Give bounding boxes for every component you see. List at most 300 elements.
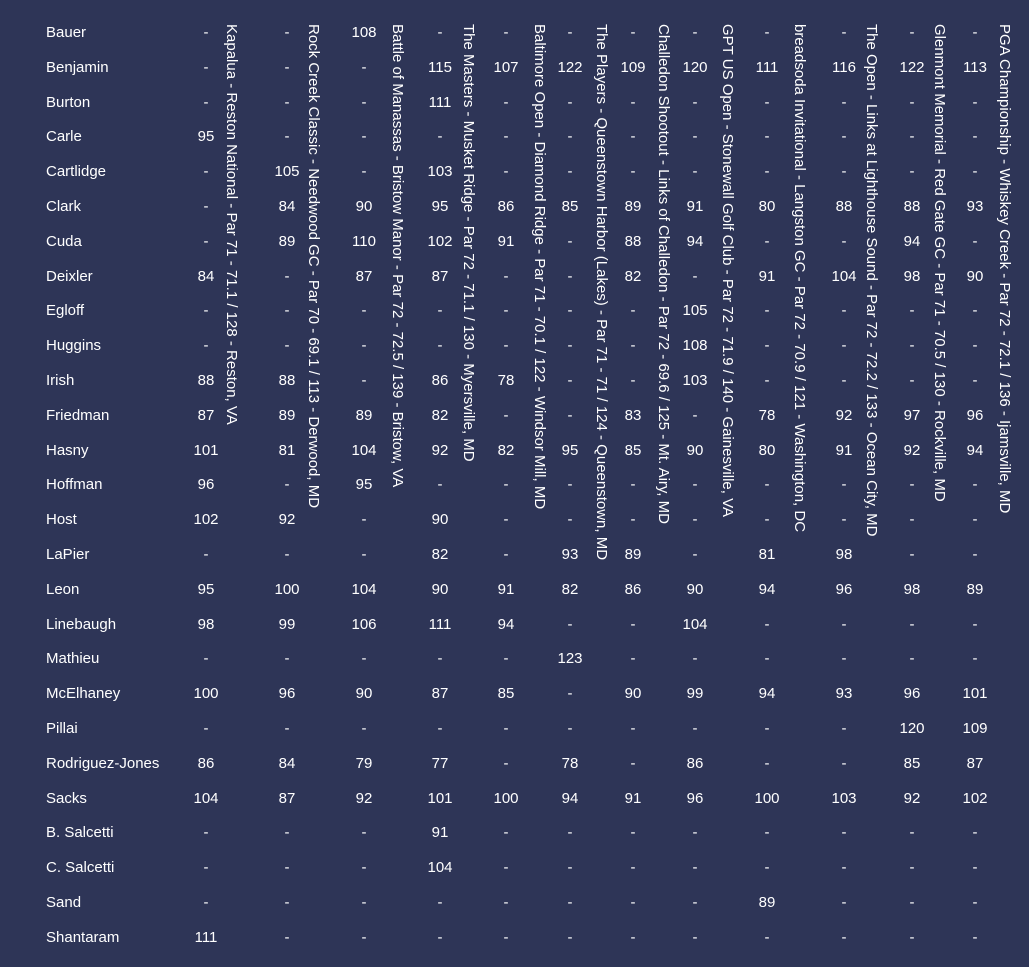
score-cell: 104 <box>351 580 377 598</box>
score-cell: 96 <box>686 789 704 807</box>
score-cell: - <box>841 928 847 946</box>
score-cell: 100 <box>274 580 300 598</box>
score-cell: 85 <box>497 685 515 703</box>
score-cell: 88 <box>197 372 215 389</box>
score-cell: 111 <box>428 615 452 633</box>
score-cell: - <box>203 58 209 76</box>
score-cell: - <box>284 824 290 842</box>
score-cell: - <box>841 372 847 389</box>
score-cell: 82 <box>431 406 449 424</box>
score-cell: - <box>284 24 290 41</box>
score-cell: - <box>972 372 978 389</box>
score-cell: 79 <box>355 754 373 772</box>
score-cell: 105 <box>682 302 708 320</box>
score-cell: 94 <box>561 789 579 807</box>
score-cell: - <box>437 128 443 146</box>
score-cell: 100 <box>493 789 519 807</box>
player-name: Pillai <box>46 720 78 737</box>
score-cell: - <box>972 24 978 41</box>
player-name: Deixler <box>46 267 93 285</box>
score-cell: - <box>503 546 509 563</box>
score-cell: - <box>692 546 698 563</box>
score-cell: 96 <box>835 580 853 598</box>
course-header: Glenmont Memorial - Red Gate GC - Par 71 - 70.5 / 130 - Rockville, MD <box>931 24 948 502</box>
score-cell: 86 <box>686 754 704 772</box>
score-cell: - <box>567 372 573 389</box>
score-cell: - <box>503 894 509 911</box>
score-cell: - <box>764 859 770 877</box>
score-cell: - <box>764 372 770 389</box>
score-cell: - <box>567 511 573 529</box>
score-cell: - <box>361 58 367 76</box>
score-cell: 104 <box>427 859 453 877</box>
score-cell: 89 <box>624 198 642 215</box>
score-cell: - <box>630 128 636 146</box>
score-cell: - <box>841 302 847 320</box>
score-cell: - <box>764 337 770 355</box>
score-cell: - <box>909 476 915 494</box>
score-cell: - <box>361 650 367 668</box>
score-cell: - <box>284 894 290 911</box>
score-cell: - <box>567 24 573 41</box>
score-cell: 96 <box>278 685 296 703</box>
score-cell: 95 <box>355 476 373 494</box>
score-cell: - <box>909 302 915 320</box>
score-cell: - <box>503 406 509 424</box>
player-name: Host <box>46 511 77 529</box>
score-cell: - <box>567 685 573 703</box>
player-name: Linebaugh <box>46 615 117 633</box>
score-cell: 85 <box>624 441 642 459</box>
score-cell: - <box>361 302 367 320</box>
score-cell: - <box>764 928 770 946</box>
score-cell: 91 <box>835 441 853 459</box>
score-cell: - <box>503 859 509 877</box>
player-name: Friedman <box>46 406 110 424</box>
score-cell: - <box>567 615 573 633</box>
score-cell: 123 <box>557 650 583 668</box>
player-name: Carle <box>46 128 82 146</box>
score-cell: 96 <box>197 476 215 494</box>
score-cell: 105 <box>274 163 300 181</box>
score-cell: - <box>503 302 509 320</box>
score-cell: - <box>203 824 209 842</box>
score-cell: - <box>841 337 847 355</box>
score-cell: 85 <box>561 198 579 215</box>
course-header: Challedon Shootout - Links of Challedon - Par 72 - 69.6 / 125 - Mt. Airy, MD <box>655 24 672 524</box>
score-cell: - <box>764 302 770 320</box>
score-cell: 91 <box>497 232 515 250</box>
score-cell: - <box>841 824 847 842</box>
score-cell: - <box>764 232 770 250</box>
score-cell: - <box>361 372 367 389</box>
score-cell: - <box>503 267 509 285</box>
player-name: Mathieu <box>46 650 100 668</box>
score-cell: 85 <box>903 754 921 772</box>
score-cell: - <box>284 302 290 320</box>
score-cell: - <box>203 546 209 563</box>
score-cell: 94 <box>758 685 776 703</box>
score-cell: 84 <box>278 754 296 772</box>
player-name: Hasny <box>46 441 89 459</box>
score-cell: - <box>764 128 770 146</box>
score-cell: - <box>437 302 443 320</box>
score-cell: 108 <box>351 24 377 41</box>
score-cell: - <box>764 615 770 633</box>
score-cell: - <box>909 859 915 877</box>
score-cell: - <box>567 406 573 424</box>
score-cell: - <box>630 824 636 842</box>
player-name: Cuda <box>46 232 82 250</box>
score-cell: - <box>972 511 978 529</box>
score-cell: 88 <box>278 372 296 389</box>
score-cell: 89 <box>966 580 984 598</box>
score-cell: - <box>692 93 698 111</box>
score-cell: - <box>284 93 290 111</box>
score-cell: 99 <box>278 615 296 633</box>
score-cell: - <box>630 894 636 911</box>
score-cell: - <box>567 720 573 737</box>
course-header: Battle of Manassas - Bristow Manor - Par 72 - 72.5 / 139 - Bristow, VA <box>389 24 406 488</box>
score-cell: - <box>692 650 698 668</box>
score-cell: 90 <box>355 685 373 703</box>
score-cell: - <box>764 24 770 41</box>
score-cell: 87 <box>197 406 215 424</box>
score-cell: - <box>284 720 290 737</box>
score-cell: - <box>503 476 509 494</box>
score-cell: 92 <box>903 441 921 459</box>
score-cell: - <box>630 650 636 668</box>
score-cell: 88 <box>624 232 642 250</box>
score-cell: - <box>203 859 209 877</box>
score-cell: - <box>567 128 573 146</box>
score-cell: 111 <box>194 928 218 946</box>
score-cell: 92 <box>431 441 449 459</box>
score-cell: - <box>284 267 290 285</box>
score-cell: - <box>764 163 770 181</box>
score-cell: - <box>841 24 847 41</box>
score-cell: 89 <box>624 546 642 563</box>
score-cell: - <box>841 163 847 181</box>
score-cell: 109 <box>620 58 646 76</box>
score-cell: - <box>437 476 443 494</box>
score-cell: 90 <box>966 267 984 285</box>
score-cell: 115 <box>428 58 452 76</box>
course-header: GPT US Open - Stonewall Golf Club - Par 72 - 71.9 / 140 - Gainesville, VA <box>719 24 736 518</box>
score-cell: 95 <box>431 198 449 215</box>
score-cell: - <box>841 650 847 668</box>
score-cell: - <box>503 128 509 146</box>
score-cell: 90 <box>686 441 704 459</box>
score-cell: 82 <box>431 546 449 563</box>
score-cell: - <box>692 859 698 877</box>
player-name: LaPier <box>46 546 90 563</box>
score-cell: - <box>503 824 509 842</box>
score-cell: - <box>841 128 847 146</box>
score-cell: 101 <box>427 789 453 807</box>
score-cell: 96 <box>903 685 921 703</box>
score-cell: 88 <box>903 198 921 215</box>
score-cell: 94 <box>903 232 921 250</box>
score-cell: 120 <box>899 720 925 737</box>
score-cell: - <box>909 93 915 111</box>
score-cell: - <box>503 93 509 111</box>
score-cell: - <box>972 163 978 181</box>
score-cell: 91 <box>686 198 704 215</box>
score-cell: - <box>284 859 290 877</box>
score-cell: 95 <box>197 580 215 598</box>
score-cell: 77 <box>431 754 449 772</box>
score-cell: - <box>764 824 770 842</box>
score-cell: 92 <box>278 511 296 529</box>
score-cell: - <box>503 754 509 772</box>
score-cell: - <box>841 754 847 772</box>
score-cell: 88 <box>835 198 853 215</box>
score-cell: - <box>630 163 636 181</box>
score-cell: - <box>361 546 367 563</box>
score-cell: - <box>909 163 915 181</box>
player-name: Sacks <box>46 789 87 807</box>
score-cell: - <box>284 337 290 355</box>
score-cell: 94 <box>686 232 704 250</box>
course-header: Rock Creek Classic - Needwood GC - Par 70 - 69.1 / 113 - Derwood, MD <box>305 24 322 509</box>
score-cell: 111 <box>428 93 452 111</box>
score-cell: - <box>972 302 978 320</box>
score-cell: - <box>909 337 915 355</box>
score-cell: - <box>909 824 915 842</box>
score-cell: 86 <box>431 372 449 389</box>
score-cell: - <box>361 93 367 111</box>
score-cell: - <box>437 894 443 911</box>
player-name: Clark <box>46 198 82 215</box>
score-cell: - <box>630 511 636 529</box>
score-cell: - <box>361 928 367 946</box>
score-cell: - <box>972 337 978 355</box>
score-cell: - <box>630 720 636 737</box>
score-cell: - <box>284 546 290 563</box>
score-cell: 91 <box>758 267 776 285</box>
score-cell: - <box>972 476 978 494</box>
score-cell: - <box>567 337 573 355</box>
score-cell: - <box>437 720 443 737</box>
score-cell: - <box>567 163 573 181</box>
score-cell: - <box>437 337 443 355</box>
score-cell: - <box>203 720 209 737</box>
score-cell: - <box>972 894 978 911</box>
score-cell: 89 <box>278 406 296 424</box>
score-cell: 78 <box>561 754 579 772</box>
player-name: Egloff <box>46 302 85 320</box>
score-cell: 89 <box>278 232 296 250</box>
score-cell: - <box>972 232 978 250</box>
player-name: McElhaney <box>46 685 121 703</box>
score-cell: - <box>567 928 573 946</box>
score-cell: 81 <box>758 546 776 563</box>
score-cell: - <box>284 476 290 494</box>
score-cell: - <box>567 859 573 877</box>
score-cell: - <box>630 302 636 320</box>
score-cell: - <box>203 232 209 250</box>
score-cell: - <box>841 615 847 633</box>
score-cell: 104 <box>193 789 219 807</box>
score-cell: - <box>567 824 573 842</box>
player-name: Burton <box>46 93 91 111</box>
score-cell: - <box>361 720 367 737</box>
score-cell: 86 <box>624 580 642 598</box>
score-cell: 92 <box>355 789 373 807</box>
score-cell: 96 <box>966 406 984 424</box>
score-cell: - <box>503 650 509 668</box>
score-cell: 113 <box>963 58 987 76</box>
score-cell: - <box>764 511 770 529</box>
score-cell: - <box>909 372 915 389</box>
score-cell: 110 <box>352 232 376 250</box>
player-name: Benjamin <box>46 58 109 76</box>
score-cell: 87 <box>355 267 373 285</box>
score-cell: - <box>361 337 367 355</box>
score-cell: - <box>692 163 698 181</box>
score-cell: 83 <box>624 406 642 424</box>
score-cell: - <box>764 650 770 668</box>
score-cell: - <box>361 163 367 181</box>
score-cell: 89 <box>355 406 373 424</box>
score-cell: - <box>841 232 847 250</box>
score-cell: - <box>972 93 978 111</box>
score-cell: - <box>692 476 698 494</box>
score-cell: 97 <box>903 406 921 424</box>
score-cell: 78 <box>758 406 776 424</box>
score-cell: 82 <box>624 267 642 285</box>
score-cell: - <box>284 650 290 668</box>
score-cell: 102 <box>427 232 453 250</box>
score-cell: - <box>972 928 978 946</box>
score-cell: - <box>630 372 636 389</box>
score-cell: 80 <box>758 198 776 215</box>
score-cell: 104 <box>831 267 857 285</box>
score-cell: - <box>203 163 209 181</box>
score-cell: - <box>630 24 636 41</box>
score-cell: 106 <box>351 615 377 633</box>
score-cell: 108 <box>682 337 708 355</box>
score-cell: - <box>909 511 915 529</box>
score-cell: 90 <box>686 580 704 598</box>
score-cell: 102 <box>962 789 988 807</box>
score-cell: 95 <box>561 441 579 459</box>
score-cell: - <box>437 928 443 946</box>
score-cell: 87 <box>966 754 984 772</box>
score-cell: - <box>437 650 443 668</box>
score-cell: 90 <box>355 198 373 215</box>
score-cell: - <box>972 546 978 563</box>
score-cell: - <box>909 650 915 668</box>
score-cell: 91 <box>624 789 642 807</box>
score-cell: - <box>203 894 209 911</box>
score-cell: - <box>630 859 636 877</box>
score-cell: - <box>203 337 209 355</box>
score-cell: 100 <box>754 789 780 807</box>
score-cell: 81 <box>278 441 296 459</box>
score-cell: 102 <box>193 511 219 529</box>
score-cell: 90 <box>624 685 642 703</box>
course-header: The Players - Queenstown Harbor (Lakes) - Par 71 - 71 / 124 - Queenstown, MD <box>593 24 610 561</box>
score-cell: - <box>503 24 509 41</box>
player-name: Bauer <box>46 24 87 41</box>
score-cell: 82 <box>561 580 579 598</box>
score-cell: - <box>567 894 573 911</box>
score-cell: - <box>203 93 209 111</box>
score-cell: 91 <box>431 824 449 842</box>
score-cell: 94 <box>497 615 515 633</box>
score-cell: - <box>503 163 509 181</box>
score-cell: 95 <box>197 128 215 146</box>
score-cell: - <box>764 754 770 772</box>
score-cell: 103 <box>427 163 453 181</box>
score-cell: - <box>567 267 573 285</box>
score-cell: - <box>361 859 367 877</box>
score-cell: - <box>630 337 636 355</box>
score-cell: - <box>503 928 509 946</box>
player-name: C. Salcetti <box>46 859 115 877</box>
score-cell: 116 <box>832 58 856 76</box>
score-cell: 101 <box>193 441 219 459</box>
course-header: breadsoda Invitational - Langston GC - Par 72 - 70.9 / 121 - Washington, DC <box>791 24 808 533</box>
score-cell: - <box>567 93 573 111</box>
score-cell: - <box>361 824 367 842</box>
player-name: Shantaram <box>46 928 120 946</box>
score-cell: - <box>841 476 847 494</box>
score-cell: 93 <box>966 198 984 215</box>
score-cell: - <box>692 720 698 737</box>
score-cell: - <box>503 720 509 737</box>
score-cell: - <box>692 511 698 529</box>
score-cell: - <box>972 128 978 146</box>
score-cell: 90 <box>431 511 449 529</box>
score-cell: 98 <box>835 546 853 563</box>
player-name: Huggins <box>46 337 102 355</box>
score-cell: 103 <box>682 372 708 389</box>
score-cell: - <box>284 58 290 76</box>
score-cell: - <box>909 894 915 911</box>
player-name: Hoffman <box>46 476 103 494</box>
score-cell: 82 <box>497 441 515 459</box>
score-cell: - <box>972 615 978 633</box>
score-cell: - <box>764 93 770 111</box>
score-cell: 104 <box>351 441 377 459</box>
score-cell: - <box>764 720 770 737</box>
score-cell: - <box>764 476 770 494</box>
course-header: Kapalua - Reston National - Par 71 - 71.1 / 128 - Reston, VA <box>223 24 240 425</box>
score-cell: 87 <box>431 685 449 703</box>
score-cell: 80 <box>758 441 776 459</box>
score-cell: - <box>630 928 636 946</box>
score-cell: - <box>361 511 367 529</box>
score-cell: 109 <box>962 720 988 737</box>
score-cell: 92 <box>903 789 921 807</box>
score-cell: - <box>630 93 636 111</box>
score-cell: 98 <box>903 580 921 598</box>
score-cell: 101 <box>962 685 988 703</box>
score-cell: - <box>692 406 698 424</box>
score-cell: 122 <box>899 58 925 76</box>
score-cell: - <box>203 198 209 215</box>
player-name: B. Salcetti <box>46 824 114 842</box>
score-cell: - <box>503 337 509 355</box>
score-cell: - <box>692 128 698 146</box>
score-cell: - <box>841 93 847 111</box>
score-cell: 99 <box>686 685 704 703</box>
score-cell: - <box>630 476 636 494</box>
score-cell: 93 <box>835 685 853 703</box>
